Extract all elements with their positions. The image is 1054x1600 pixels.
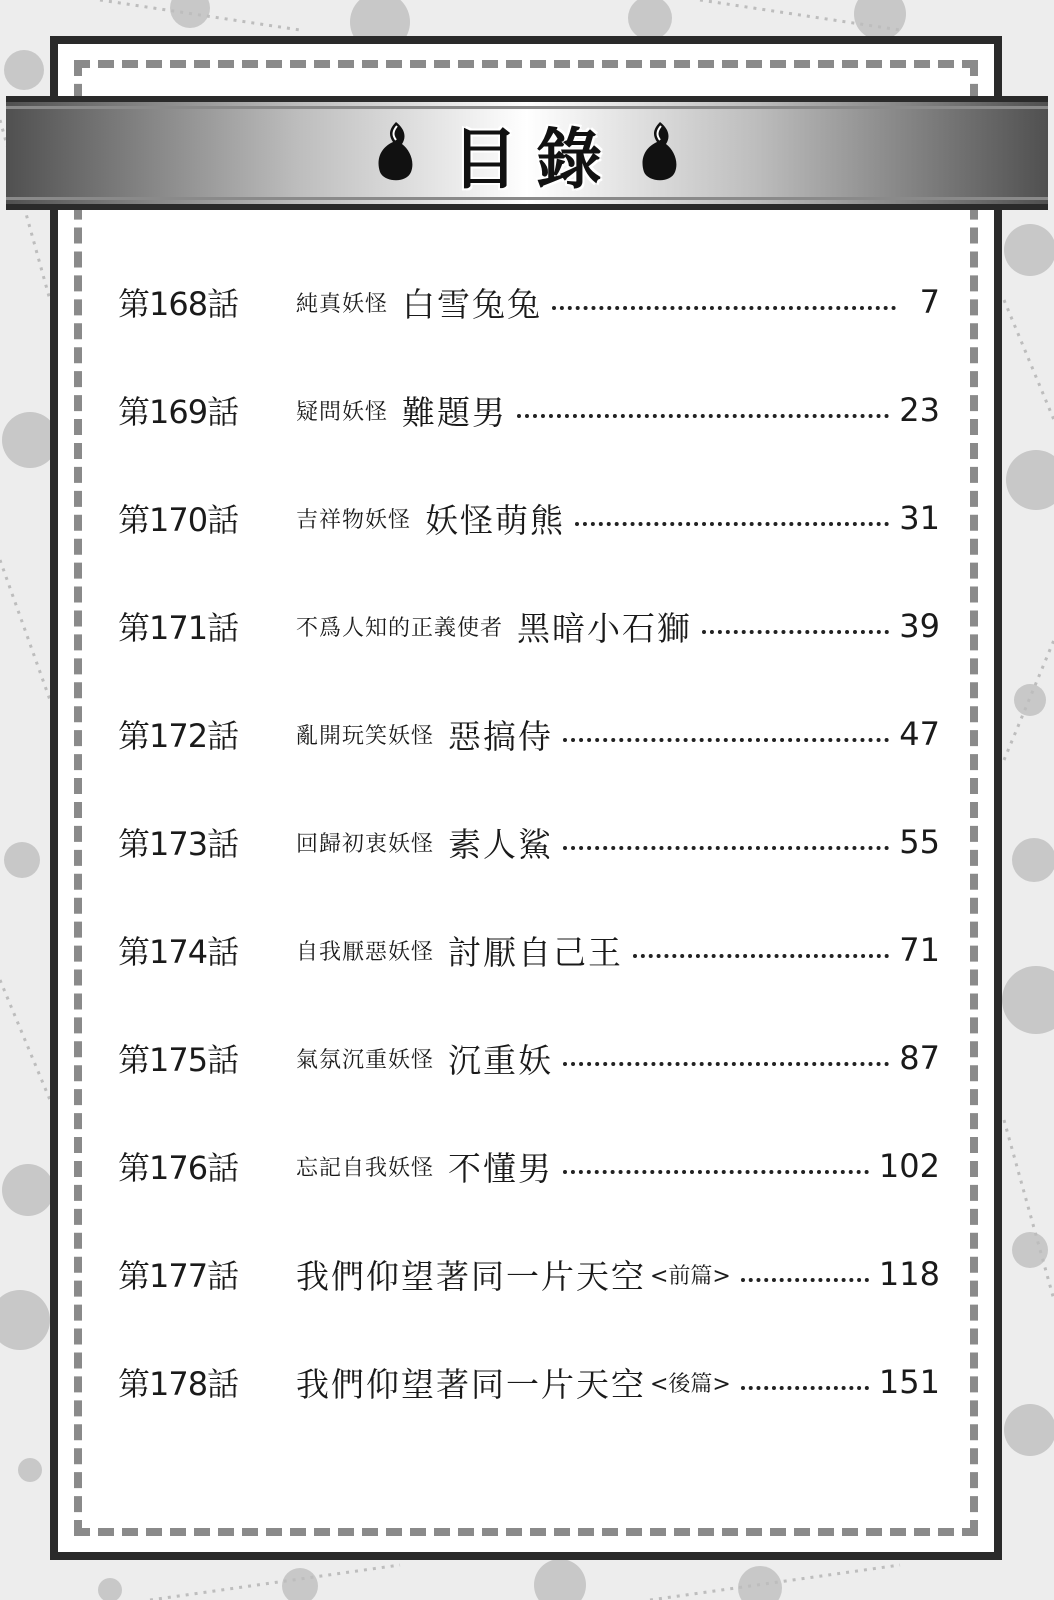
- page-number: 23: [899, 391, 940, 429]
- page-number: 31: [899, 499, 940, 537]
- episode-part: <後篇>: [650, 1371, 731, 1397]
- episode-subtitle: 不爲人知的正義使者: [296, 615, 504, 641]
- episode-number: 第177話: [118, 1257, 239, 1295]
- dot-leader: [563, 846, 889, 850]
- episode-number: 第169話: [118, 393, 239, 431]
- toc-entry: [118, 1004, 940, 1112]
- episode-title: 白雪兔兔: [402, 284, 543, 324]
- episode-title: 討厭自己王: [448, 932, 624, 972]
- episode-title: 妖怪萌熊: [425, 500, 566, 540]
- gourd-icon: [638, 120, 680, 186]
- episode-title: 惡搞侍: [448, 716, 554, 756]
- dot-leader: [741, 1278, 869, 1282]
- page-number: 102: [878, 1147, 940, 1185]
- episode-subtitle: 回歸初衷妖怪: [296, 831, 435, 857]
- dot-leader: [575, 522, 889, 526]
- episode-number: 第170話: [118, 501, 239, 539]
- title-banner: [6, 96, 1048, 210]
- dot-leader: [517, 414, 889, 418]
- episode-title: 我們仰望著同一片天空: [296, 1364, 646, 1404]
- page-number: 118: [878, 1255, 940, 1293]
- toc-entry: [118, 1220, 940, 1328]
- page-number: 7: [919, 283, 940, 321]
- episode-title: 黑暗小石獅: [517, 608, 693, 648]
- toc-entry: [118, 1112, 940, 1220]
- episode-subtitle: 自我厭惡妖怪: [296, 939, 435, 965]
- episode-number: 第176話: [118, 1149, 239, 1187]
- page-number: 47: [899, 715, 940, 753]
- toc-entry: [118, 572, 940, 680]
- episode-number: 第172話: [118, 717, 239, 755]
- episode-subtitle: 氣氛沉重妖怪: [296, 1047, 435, 1073]
- episode-title: 不懂男: [448, 1148, 554, 1188]
- dot-leader: [552, 306, 896, 310]
- page-number: 55: [899, 823, 940, 861]
- table-of-contents: [118, 248, 940, 1436]
- episode-subtitle: 亂開玩笑妖怪: [296, 723, 435, 749]
- toc-entry: [118, 680, 940, 788]
- episode-number: 第173話: [118, 825, 239, 863]
- toc-entry: [118, 788, 940, 896]
- episode-title: 我們仰望著同一片天空: [296, 1256, 646, 1296]
- toc-entry: [118, 248, 940, 356]
- episode-part: <前篇>: [650, 1263, 731, 1289]
- page-title: 目錄: [452, 120, 620, 198]
- episode-number: 第175話: [118, 1041, 239, 1079]
- toc-entry: [118, 896, 940, 1004]
- dot-leader: [563, 1062, 889, 1066]
- page-number: 151: [878, 1363, 940, 1401]
- page-number: 71: [899, 931, 940, 969]
- episode-number: 第171話: [118, 609, 239, 647]
- dot-leader: [633, 954, 889, 958]
- dot-leader: [563, 738, 889, 742]
- page-number: 87: [899, 1039, 940, 1077]
- episode-number: 第178話: [118, 1365, 239, 1403]
- gourd-icon: [374, 120, 416, 186]
- episode-subtitle: 純真妖怪: [296, 291, 389, 317]
- episode-title: 沉重妖: [448, 1040, 554, 1080]
- episode-number: 第174話: [118, 933, 239, 971]
- episode-subtitle: 疑問妖怪: [296, 399, 389, 425]
- dot-leader: [702, 630, 889, 634]
- episode-number: 第168話: [118, 285, 239, 323]
- episode-title: 難題男: [402, 392, 508, 432]
- dot-leader: [563, 1170, 869, 1174]
- episode-title: 素人鯊: [448, 824, 554, 864]
- toc-entry: [118, 356, 940, 464]
- toc-entry: [118, 464, 940, 572]
- dot-leader: [741, 1386, 869, 1390]
- episode-subtitle: 忘記自我妖怪: [296, 1155, 435, 1181]
- toc-entry: [118, 1328, 940, 1436]
- episode-subtitle: 吉祥物妖怪: [296, 507, 412, 533]
- page-number: 39: [899, 607, 940, 645]
